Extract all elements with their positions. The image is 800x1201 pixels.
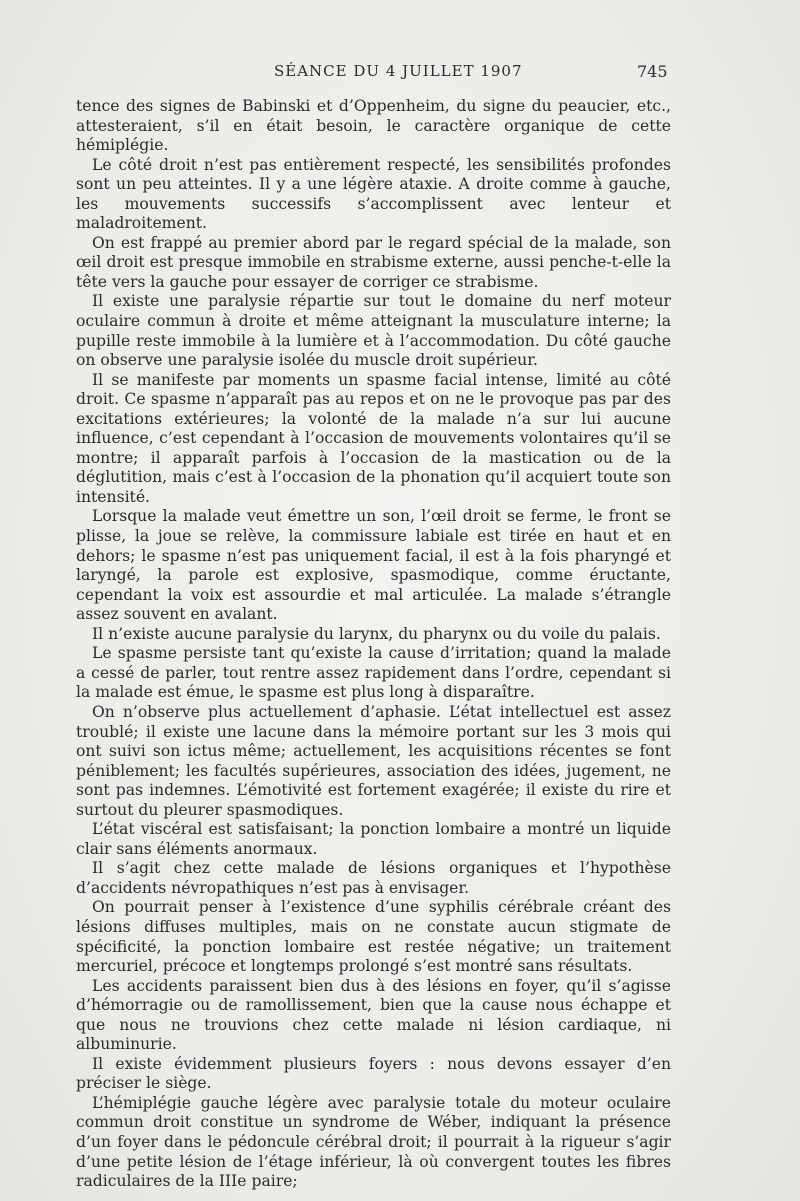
body-text: [76, 97, 671, 1192]
paragraph: L’hémiplégie gauche légère avec paralysie totale du moteur oculaire commun droit constitue un syndrome de Wéber, indiquant la présence d’un foyer dans le pédoncule cérébral droit; il pourrait à la rigueur s’agir d’une petite lésion de l’étage inférieur, là où convergent toutes les fibres radiculaires de la IIIe paire;: [76, 1093, 671, 1191]
page-header: [0, 62, 800, 86]
paragraph-continuation: tence des signes de Babinski et d’Oppenheim, du signe du peaucier, etc., attesteraient, s’il en était besoin, le caractère organique de cette hémiplégie.: [76, 97, 671, 155]
paragraph: Il existe évidemment plusieurs foyers : nous devons essayer d’en préciser le siège.: [76, 1054, 671, 1093]
paragraph: Le spasme persiste tant qu’existe la cause d’irritation; quand la malade a cessé de parler, tout rentre assez rapidement dans l’ordre, cependant si la malade est émue, le spasme est plus long à disparaître.: [76, 644, 671, 702]
paragraph: Les accidents paraissent bien dus à des lésions en foyer, qu’il s’agisse d’hémorragie ou de ramollissement, bien que la cause nous échappe et que nous ne trouvions chez cette malade ni lésion cardiaque, ni albuminurie.: [76, 976, 671, 1054]
paragraph: Il se manifeste par moments un spasme facial intense, limité au côté droit. Ce spasme n’apparaît pas au repos et on ne le provoque pas par des excitations extérieures; la volonté de la malade n’a sur lui aucune influence, c’est cependant à l’occasion de mouvements volontaires qu’il se montre; il apparaît parfois à l’occasion de la mastication ou de la déglutition, mais c’est à l’occasion de la phonation qu’il acquiert toute son intensité.: [76, 370, 671, 506]
paragraph: Il existe une paralysie répartie sur tout le domaine du nerf moteur oculaire commun à droite et même atteignant la musculature interne; la pupille reste immobile à la lumière et à l’accommodation. Du côté gauche on observe une paralysie isolée du muscle droit supérieur.: [76, 292, 671, 370]
running-title: SÉANCE DU 4 JUILLET 1907: [274, 62, 523, 80]
paragraph: On pourrait penser à l’existence d’une syphilis cérébrale créant des lésions diffuses multiples, mais on ne constate aucun stigmate de spécificité, la ponction lombaire est restée négative; un traitement mercuriel, précoce et longtemps prolongé s’est montré sans résultats.: [76, 898, 671, 976]
paragraph: L’état viscéral est satisfaisant; la ponction lombaire a montré un liquide clair sans éléments anormaux.: [76, 820, 671, 858]
paragraph: Lorsque la malade veut émettre un son, l’œil droit se ferme, le front se plisse, la joue se relève, la commissure labiale est tirée en haut et en dehors; le spasme n’est pas uniquement facial, il est à la fois pharyngé et laryngé, la parole est explosive, spasmodique, comme éructante, cependant la voix est assourdie et mal articulée. La malade s’étrangle assez souvent en avalant.: [76, 507, 671, 624]
paragraph: Il n’existe aucune paralysie du larynx, du pharynx ou du voile du palais.: [92, 624, 661, 643]
page-number: 745: [637, 62, 668, 81]
paragraph: Le côté droit n’est pas entièrement respecté, les sensibilités profondes sont un peu atteintes. Il y a une légère ataxie. A droite comme à gauche, les mouvements successifs s’accomplissent avec lenteur et maladroitement.: [76, 155, 671, 233]
paragraph: Il s’agit chez cette malade de lésions organiques et l’hypothèse d’accidents névropathiques n’est pas à envisager.: [76, 859, 671, 897]
paragraph: On n’observe plus actuellement d’aphasie. L’état intellectuel est assez troublé; il existe une lacune dans la mémoire portant sur les 3 mois qui ont suivi son ictus même; actuellement, les acquisitions récentes se font péniblement; les facultés supérieures, association des idées, jugement, ne sont pas indemnes. L’émotivité est fortement exagérée; il existe du rire et surtout du pleurer spasmodiques.: [76, 702, 671, 819]
paragraph: On est frappé au premier abord par le regard spécial de la malade, son œil droit est presque immobile en strabisme externe, aussi penche-t-elle la tête vers la gauche pour essayer de corriger ce strabisme.: [76, 233, 671, 291]
